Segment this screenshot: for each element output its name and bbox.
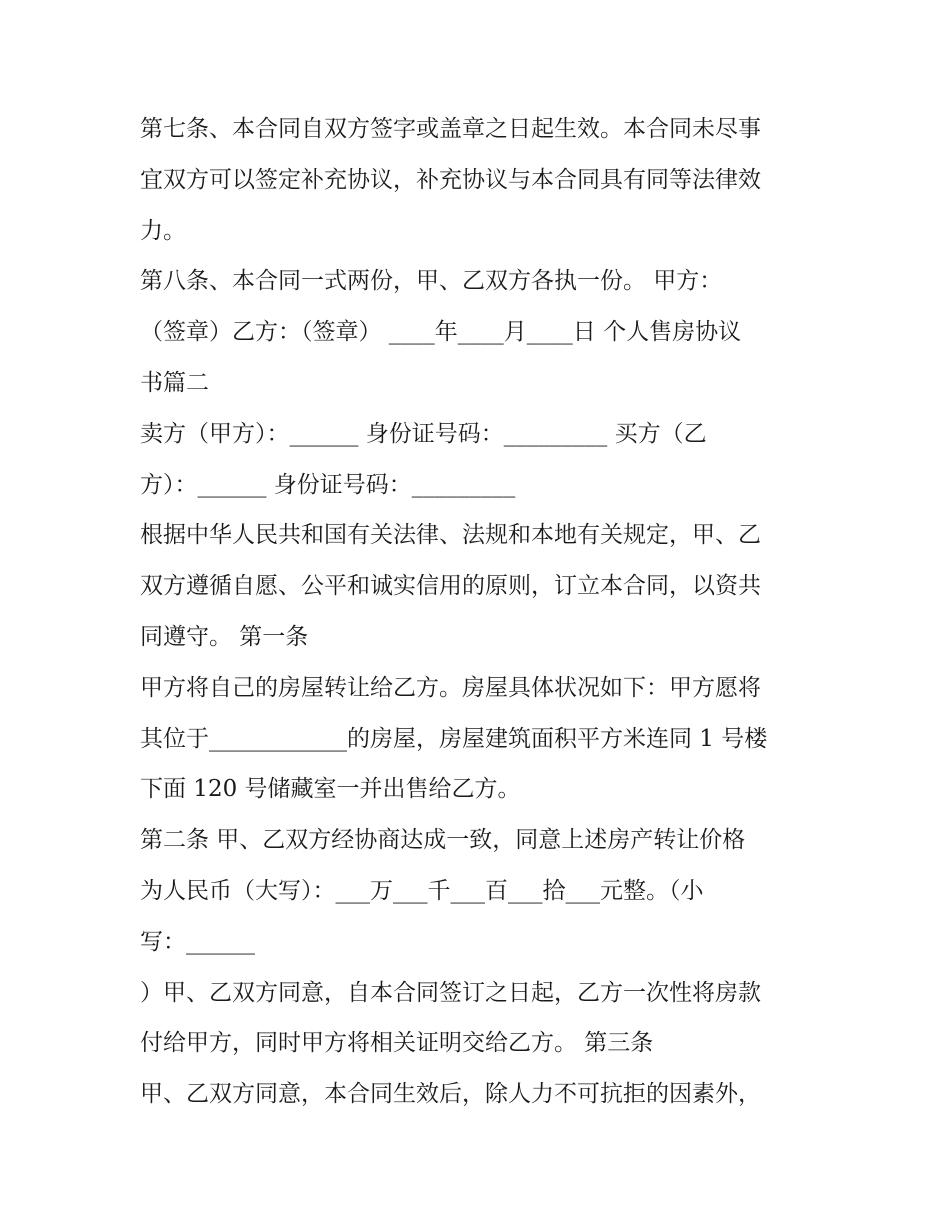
text-line: 第八条、本合同一式两份，甲、乙双方各执一份。 甲方：	[140, 268, 723, 295]
text-line: 同遵守。 第一条	[140, 623, 309, 650]
text-line: 第二条 甲、乙双方经协商达成一致，同意上述房产转让价格	[140, 827, 746, 854]
text-line: 为人民币（大写）：___万___千___百___拾___元整。（小	[140, 877, 704, 904]
text-line: 其位于____________的房屋，房屋建筑面积平方米连同 1 号楼	[140, 725, 768, 752]
contract-text	[140, 104, 840, 1120]
text-line: 方）：______ 身份证号码：_________	[140, 471, 516, 498]
text-line: 根据中华人民共和国有关法律、法规和本地有关规定，甲、乙	[140, 522, 761, 549]
text-line: （签章）乙方：（签章） ____年____月____日 个人售房协议	[140, 319, 742, 346]
text-line: 下面 120 号储藏室一并出售给乙方。	[140, 776, 521, 803]
text-line: 第七条、本合同自双方签字或盖章之日起生效。本合同未尽事	[140, 116, 761, 142]
text-line: 甲、乙双方同意，本合同生效后，除人力不可抗拒的因素外，	[140, 1081, 761, 1108]
text-line: 甲方将自己的房屋转让给乙方。房屋具体状况如下：甲方愿将	[140, 674, 761, 701]
text-line: 卖方（甲方）：______ 身份证号码：_________ 买方（乙	[140, 420, 707, 447]
text-line: 书篇二	[140, 369, 209, 396]
text-line: 写：______	[140, 928, 255, 955]
text-line: ）甲、乙双方同意，自本合同签订之日起，乙方一次性将房款	[140, 979, 761, 1006]
text-line: 宜双方可以签定补充协议，补充协议与本合同具有同等法律效	[140, 166, 761, 193]
text-line: 力。	[140, 217, 186, 244]
text-line: 付给甲方，同时甲方将相关证明交给乙方。 第三条	[140, 1030, 654, 1057]
text-line: 双方遵循自愿、公平和诚实信用的原则，订立本合同，以资共	[140, 573, 761, 600]
